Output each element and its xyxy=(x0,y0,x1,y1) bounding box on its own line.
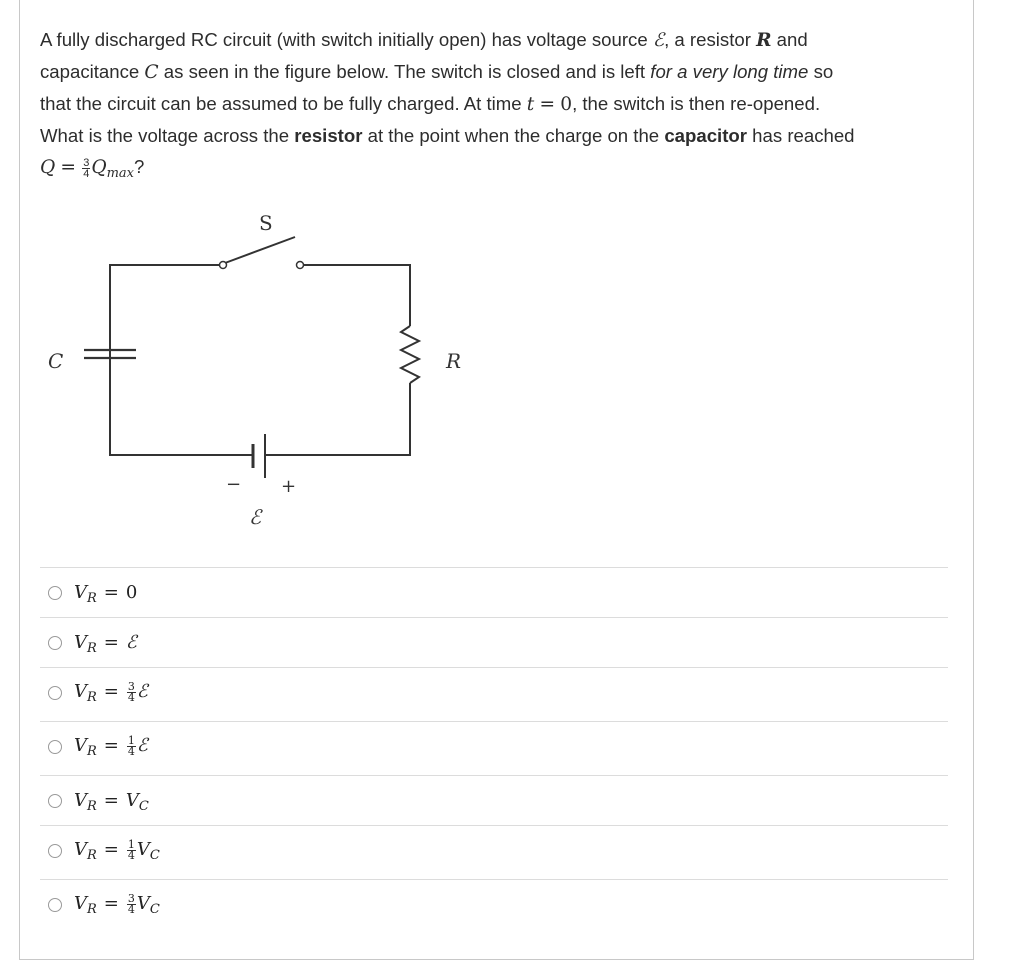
fraction: $\frac{1}{4}$ xyxy=(127,837,135,862)
wire-bottom-left xyxy=(110,370,253,455)
fraction-denominator: 4 xyxy=(83,167,90,180)
text: as seen in the figure below. The switch is closed and is left xyxy=(158,61,651,82)
answer-option[interactable] xyxy=(40,825,948,879)
answer-option[interactable] xyxy=(40,721,948,775)
battery-symbol xyxy=(253,434,265,478)
answer-option[interactable] xyxy=(40,879,948,933)
question-text xyxy=(40,24,950,189)
wire-bottom-right xyxy=(265,383,410,455)
question-line-5 xyxy=(40,151,950,189)
option-label: $V_R$ = $\frac{3}{4}$ $V_C$ xyxy=(74,891,160,917)
switch-terminal-left xyxy=(220,262,227,269)
fraction xyxy=(82,158,90,179)
text: that the circuit can be assumed to be fully charged. At time xyxy=(40,93,527,114)
capacitor-label: C xyxy=(48,349,64,373)
option-label: $V_R$ = $\frac{3}{4}$ ℰ xyxy=(74,679,148,705)
question-mark: ? xyxy=(133,156,145,177)
switch-label: S xyxy=(259,211,273,235)
resistor-symbol: R xyxy=(756,30,772,51)
text: capacitance xyxy=(40,61,145,82)
question-card xyxy=(19,0,974,960)
text: so xyxy=(808,61,834,82)
text: at the point when the charge on the xyxy=(362,125,665,146)
option-label: $V_R$ = $\frac{1}{4}$ $V_C$ xyxy=(74,837,160,863)
capacitance-symbol: C xyxy=(144,62,159,83)
bold-text: capacitor xyxy=(664,125,748,146)
question-line-2 xyxy=(40,56,950,88)
bold-text: resistor xyxy=(294,125,363,146)
radio-button[interactable] xyxy=(48,898,62,912)
option-label: $V_R = 0$ xyxy=(74,582,138,606)
plus-terminal-label: + xyxy=(281,476,297,497)
answer-option[interactable] xyxy=(40,667,948,721)
text: and xyxy=(771,29,808,50)
resistor-zigzag xyxy=(401,326,419,383)
text: A fully discharged RC circuit (with switch initially open) has voltage source xyxy=(40,29,653,50)
fraction: $\frac{3}{4}$ xyxy=(127,679,135,704)
emphasis-text: for a very long time xyxy=(650,61,809,82)
radio-button[interactable] xyxy=(48,740,62,754)
time-symbol: t xyxy=(526,94,535,115)
charge-symbol: Q xyxy=(40,157,56,178)
option-label: $V_R$ = $\frac{1}{4}$ ℰ xyxy=(74,733,148,759)
question-line-4 xyxy=(40,120,950,151)
text: What is the voltage across the xyxy=(40,125,295,146)
emf-label: ℰ xyxy=(249,505,262,529)
question-line-1 xyxy=(40,24,950,56)
wire-top-right xyxy=(303,265,410,326)
answer-option[interactable] xyxy=(40,617,948,667)
text: has reached xyxy=(747,125,855,146)
answer-option[interactable] xyxy=(40,775,948,825)
equals-sign: = xyxy=(60,157,77,178)
option-label: $V_R$ = ℰ xyxy=(74,632,137,656)
answer-option[interactable] xyxy=(40,567,948,617)
zero-value: 0 xyxy=(560,94,573,115)
equals-sign: = xyxy=(539,94,556,115)
switch-terminal-right xyxy=(297,262,304,269)
question-line-3 xyxy=(40,88,950,120)
resistor-label: R xyxy=(446,349,462,373)
radio-button[interactable] xyxy=(48,636,62,650)
rc-circuit-diagram xyxy=(40,200,500,540)
text: , the switch is then re-opened. xyxy=(572,93,821,114)
minus-terminal-label: − xyxy=(226,474,242,495)
radio-button[interactable] xyxy=(48,844,62,858)
fraction: $\frac{1}{4}$ xyxy=(127,733,135,758)
text: , a resistor xyxy=(664,29,757,50)
emf-symbol: ℰ xyxy=(652,30,665,51)
radio-button[interactable] xyxy=(48,794,62,808)
option-label: $V_R = V_C$ xyxy=(74,790,149,814)
fraction-numerator: 3 xyxy=(83,156,90,169)
radio-button[interactable] xyxy=(48,686,62,700)
switch-arm xyxy=(225,237,295,263)
fraction: $\frac{3}{4}$ xyxy=(127,891,135,916)
radio-button[interactable] xyxy=(48,586,62,600)
charge-symbol: Q xyxy=(91,157,107,178)
subscript-max: max xyxy=(106,166,134,181)
